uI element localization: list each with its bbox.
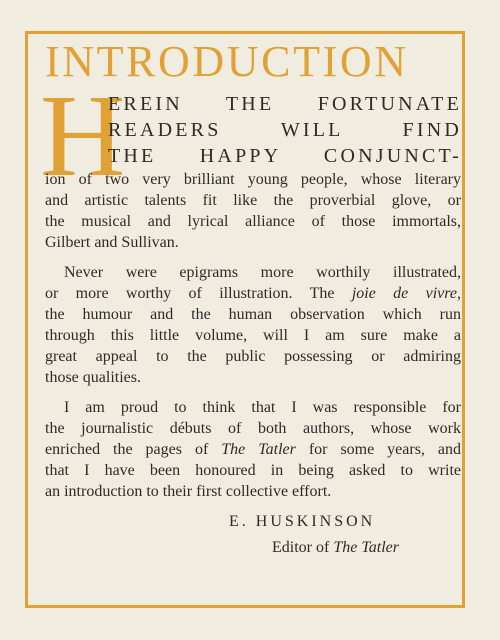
- paragraph-2-line: Never were epigrams more worthily illustrated,: [64, 264, 461, 281]
- paragraph-2-line: through this little volume, will I am sure make a: [45, 327, 461, 344]
- paragraph-1-line: the musical and lyrical alliance of those immortals,: [45, 213, 461, 230]
- author-role: [272, 538, 399, 558]
- paragraph-3-line: I am proud to think that I was responsible for: [64, 399, 461, 416]
- page-title: INTRODUCTION: [45, 37, 409, 86]
- paragraph-3-line: that I have been honoured in being asked to write: [45, 462, 461, 479]
- paragraph-2-line: the humour and the human observation which run: [45, 306, 461, 323]
- paragraph-3-line: [45, 440, 461, 460]
- paragraph-1-line: ion of two very brilliant young people, whose literary: [45, 171, 461, 188]
- paragraph-2-line: [45, 284, 461, 304]
- lead-line: READERS WILL FIND: [108, 119, 462, 141]
- text-span: enriched the pages of: [45, 441, 222, 458]
- author-signature: E. HUSKINSON: [229, 513, 376, 530]
- paragraph-1-line: Gilbert and Sullivan.: [45, 234, 179, 251]
- role-prefix: Editor of: [272, 539, 334, 556]
- paragraph-1-line: and artistic talents fit like the proverbial glove, or: [45, 192, 461, 209]
- lead-line: EREIN THE FORTUNATE: [108, 93, 462, 115]
- paragraph-3-line: the journalistic débuts of both authors, whose work: [45, 420, 461, 437]
- paragraph-2-line: great appeal to the public possessing or admiring: [45, 348, 461, 365]
- drop-cap: H: [40, 70, 126, 201]
- publication-name: The Tatler: [221, 441, 296, 458]
- lead-line: THE HAPPY CONJUNCT-: [108, 145, 462, 167]
- text-span: ,: [457, 285, 461, 302]
- paragraph-3-line: an introduction to their first collective effort.: [45, 483, 332, 500]
- publication-name: The Tatler: [333, 539, 399, 556]
- text-span: or more worthy of illustration. The: [45, 285, 352, 302]
- text-span: for some years, and: [295, 441, 461, 458]
- paragraph-2-line: those qualities.: [45, 369, 141, 386]
- italic-phrase: joie de vivre: [351, 285, 457, 302]
